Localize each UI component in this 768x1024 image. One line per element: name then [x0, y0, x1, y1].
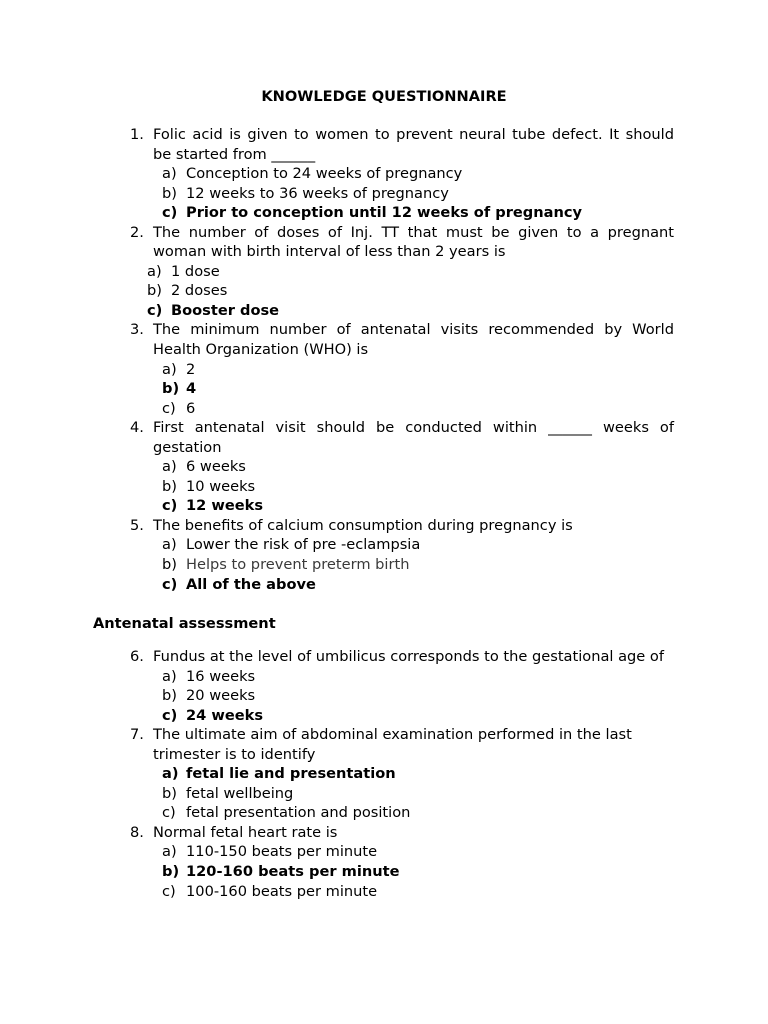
question-number: 4. [130, 419, 144, 437]
question-text: Fundus at the level of umbilicus corresponds to the gestational age of [153, 648, 664, 665]
option-b: b) 10 weeks [162, 477, 256, 495]
option-c-answer: c) 24 weeks [162, 706, 264, 724]
option-b: b) 2 doses [147, 282, 228, 300]
option-c-answer: c) Booster dose [147, 301, 280, 319]
question-text: Folic acid is given to women to prevent neural tube defect. It should be started from ______ [153, 126, 674, 163]
option-b: b) 20 weeks [162, 687, 256, 705]
option-a: a) Conception to 24 weeks of pregnancy [162, 165, 463, 183]
option-c-answer: c) All of the above [162, 575, 316, 593]
question-2 [0, 223, 768, 321]
question-1 [0, 125, 768, 223]
question-number: 2. [130, 223, 144, 241]
option-c: c) 100-160 beats per minute [162, 882, 378, 900]
question-text: The minimum number of antenatal visits recommended by World Health Organization (WHO) is [153, 321, 674, 359]
question-8 [0, 823, 768, 901]
option-b-answer: b) 4 [162, 380, 197, 398]
option-a: a) 16 weeks [162, 667, 256, 685]
question-block-part1 [0, 125, 768, 594]
option-a: a) 110-150 beats per minute [162, 843, 378, 861]
option-a: a) Lower the risk of pre -eclampsia [162, 536, 421, 554]
option-c-answer: c) 12 weeks [162, 497, 264, 515]
question-number: 3. [130, 321, 144, 339]
question-text: The ultimate aim of abdominal examination performed in the last trimester is to identify [153, 726, 632, 763]
section-heading: Antenatal assessment [93, 615, 276, 632]
question-text: The benefits of calcium consumption during pregnancy is [153, 516, 573, 534]
option-b: b) fetal wellbeing [162, 784, 294, 802]
option-b: b) Helps to prevent preterm birth [162, 556, 410, 574]
question-number: 6. [130, 648, 144, 665]
question-3 [0, 320, 768, 418]
question-number: 8. [130, 823, 144, 841]
option-c: c) fetal presentation and position [162, 804, 411, 822]
question-7 [0, 725, 768, 823]
option-c-answer: c) Prior to conception until 12 weeks of pregnancy [162, 204, 583, 222]
question-text: Normal fetal heart rate is [153, 823, 338, 841]
option-a: a) 2 [162, 360, 196, 378]
question-text: The number of doses of Inj. TT that must be given to a pregnant woman with birth interval of less than 2 years is [153, 223, 674, 261]
page-title: KNOWLEDGE QUESTIONNAIRE [261, 88, 507, 105]
question-number: 7. [130, 726, 144, 744]
option-a: a) 6 weeks [162, 458, 246, 476]
question-text: First antenatal visit should be conducted within ______ weeks of gestation [153, 419, 674, 456]
option-a: a) 1 dose [147, 262, 220, 280]
question-number: 1. [130, 126, 144, 143]
option-a-answer: a) fetal lie and presentation [162, 765, 396, 783]
question-4 [0, 418, 768, 516]
option-c: c) 6 [162, 399, 196, 417]
question-block-part2 [0, 647, 768, 901]
option-b: b) 12 weeks to 36 weeks of pregnancy [162, 184, 449, 202]
option-b-answer: b) 120-160 beats per minute [162, 863, 400, 881]
question-5 [0, 516, 768, 594]
question-6 [0, 647, 768, 725]
question-number: 5. [130, 516, 144, 534]
